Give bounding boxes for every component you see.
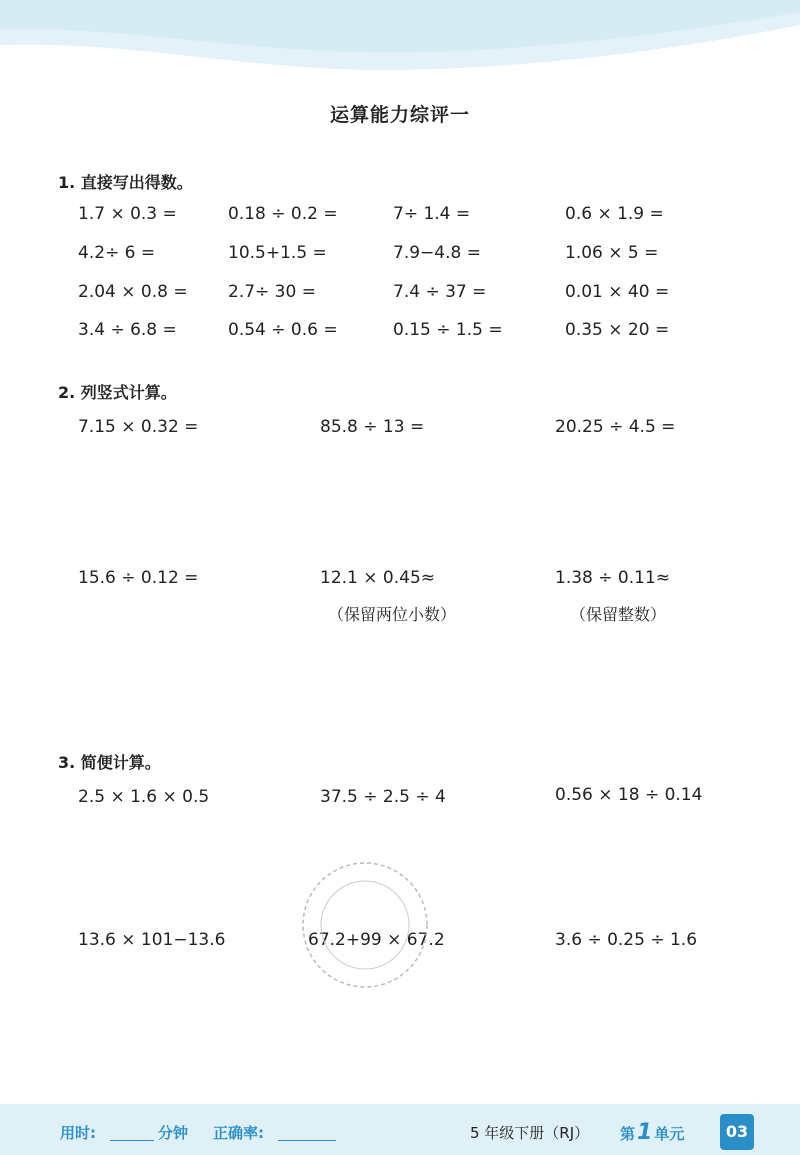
unit-number: 1 (637, 1120, 653, 1145)
simplify-problem: 2.5 × 1.6 × 0.5 (78, 787, 210, 807)
oral-problem: 7÷ 1.4 = (393, 204, 471, 224)
section-2-heading: 2. 列竖式计算。 (58, 383, 177, 402)
page-number: 03 (720, 1114, 754, 1150)
oral-problem: 3.4 ÷ 6.8 = (78, 320, 177, 340)
simplify-problem: 0.56 × 18 ÷ 0.14 (555, 785, 703, 805)
header-wave-decoration (0, 0, 800, 90)
oral-problem: 0.01 × 40 = (565, 282, 670, 302)
grade-label: 5 年级下册（RJ） (470, 1124, 590, 1142)
vertical-problem: 7.15 × 0.32 = (78, 417, 199, 437)
oral-problem: 0.35 × 20 = (565, 320, 670, 340)
minute-label: 分钟 (158, 1124, 189, 1142)
oral-problem: 0.6 × 1.9 = (565, 204, 664, 224)
oral-problem: 0.15 ÷ 1.5 = (393, 320, 503, 340)
vertical-problem: 1.38 ÷ 0.11≈ (555, 568, 670, 588)
simplify-problem: 3.6 ÷ 0.25 ÷ 1.6 (555, 930, 698, 950)
oral-problem: 0.54 ÷ 0.6 = (228, 320, 338, 340)
accuracy-blank (278, 1140, 336, 1141)
vertical-problem: 20.25 ÷ 4.5 = (555, 417, 676, 437)
oral-problem: 2.7÷ 30 = (228, 282, 316, 302)
oral-problem: 10.5+1.5 = (228, 243, 327, 263)
unit-suffix: 单元 (654, 1125, 685, 1143)
simplify-problem: 67.2+99 × 67.2 (308, 930, 445, 950)
simplify-problem: 13.6 × 101−13.6 (78, 930, 226, 950)
unit-label (620, 1120, 684, 1145)
page-footer (0, 1104, 800, 1155)
oral-problem: 0.18 ÷ 0.2 = (228, 204, 338, 224)
oral-problem: 7.9−4.8 = (393, 243, 481, 263)
time-blank (110, 1140, 154, 1141)
oral-problem: 4.2÷ 6 = (78, 243, 156, 263)
unit-prefix: 第 (620, 1125, 636, 1143)
page-title: 运算能力综评一 (329, 104, 470, 126)
section-3-heading: 3. 简便计算。 (58, 753, 161, 772)
rounding-note: （保留整数） (570, 605, 667, 624)
oral-problem: 1.7 × 0.3 = (78, 204, 177, 224)
time-label: 用时: (60, 1124, 96, 1142)
accuracy-label: 正确率: (213, 1124, 264, 1142)
vertical-problem: 15.6 ÷ 0.12 = (78, 568, 199, 588)
rounding-note: （保留两位小数） (328, 605, 457, 624)
oral-problem: 2.04 × 0.8 = (78, 282, 188, 302)
section-1-heading: 1. 直接写出得数。 (58, 173, 193, 192)
watermark-stamp (290, 850, 440, 1000)
oral-problem: 7.4 ÷ 37 = (393, 282, 487, 302)
vertical-problem: 85.8 ÷ 13 = (320, 417, 425, 437)
vertical-problem: 12.1 × 0.45≈ (320, 568, 435, 588)
oral-problem: 1.06 × 5 = (565, 243, 659, 263)
simplify-problem: 37.5 ÷ 2.5 ÷ 4 (320, 787, 446, 807)
